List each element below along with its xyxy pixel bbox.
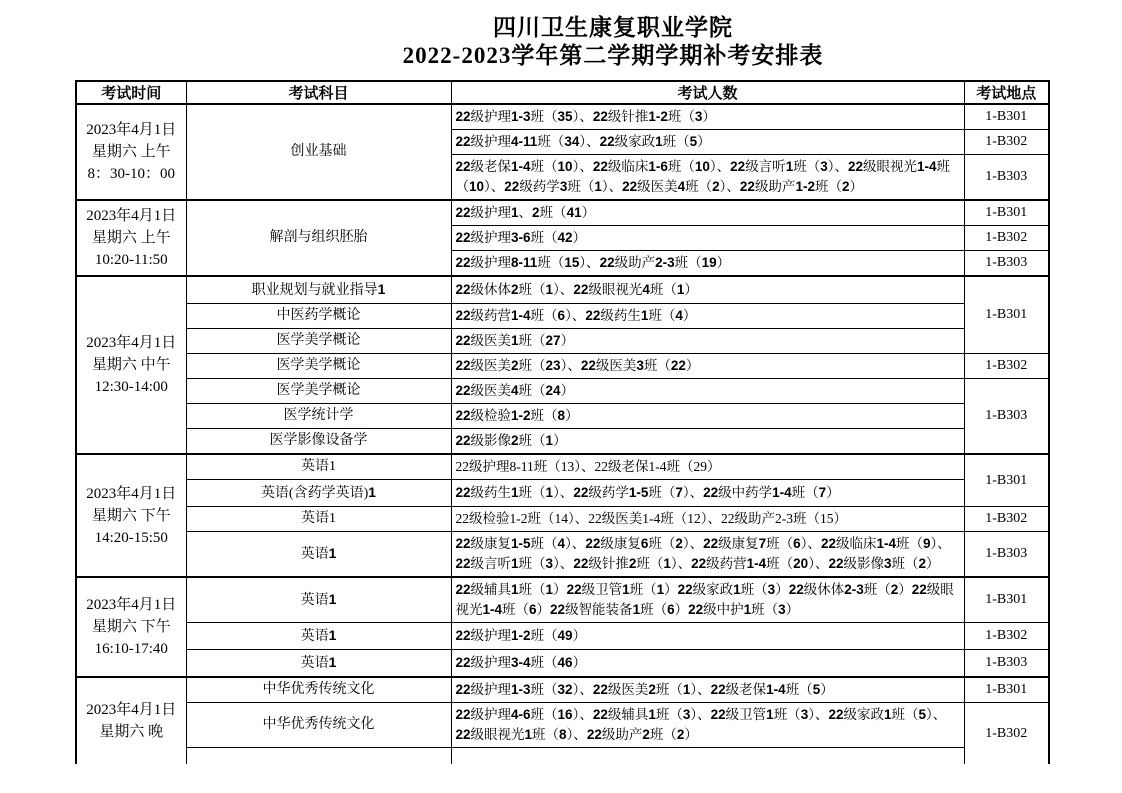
table-row — [76, 577, 1049, 623]
time-cell: 2023年4月1日 星期六 下午 14:20-15:50 — [76, 454, 186, 577]
subject-cell: 中华优秀传统文化 — [186, 677, 451, 703]
location-cell: 1-B303 — [964, 379, 1049, 455]
table-header-row — [76, 81, 1049, 104]
students-cell: 22级医美2班（23）、22级医美3班（22） — [451, 354, 964, 379]
students-cell: 22级检验1-2班（14）、22级医美1-4班（12）、22级助产2-3班（15） — [451, 507, 964, 532]
subject-cell: 医学美学概论 — [186, 329, 451, 354]
location-cell: 1-B301 — [964, 200, 1049, 226]
students-cell: 22级护理8-11班（15）、22级助产2-3班（19） — [451, 251, 964, 277]
subject-cell: 医学美学概论 — [186, 354, 451, 379]
students-cell: 22级护理8-11班（13）、22级老保1-4班（29） — [451, 454, 964, 480]
subject-cell: 解剖与组织胚胎 — [186, 200, 451, 276]
page-title: 四川卫生康复职业学院 — [493, 15, 733, 40]
students-cell: 22级休体2班（1）、22级眼视光4班（1） — [451, 276, 964, 304]
time-cell: 2023年4月1日 星期六 上午 8：30-10：00 — [76, 104, 186, 200]
subject-cell: 英语(含药学英语)1 — [186, 480, 451, 507]
students-cell: 22级护理3-6班（42） — [451, 226, 964, 251]
exam-schedule-table — [75, 80, 1050, 764]
subject-cell: 英语1 — [186, 507, 451, 532]
column-header-exam-location: 考试地点 — [964, 81, 1049, 104]
students-cell: 22级护理4-11班（34）、22级家政1班（5） — [451, 130, 964, 155]
subject-cell: 中医药学概论 — [186, 304, 451, 329]
students-cell: 22级医美4班（24） — [451, 379, 964, 404]
students-cell: 22级检验1-2班（8） — [451, 404, 964, 429]
subject-cell: 英语1 — [186, 577, 451, 623]
page-subtitle: 2022-2023学年第二学期学期补考安排表 — [402, 43, 824, 68]
subject-cell: 创业基础 — [186, 104, 451, 200]
location-cell: 1-B302 — [964, 703, 1049, 765]
location-cell: 1-B302 — [964, 226, 1049, 251]
subject-cell: 医学美学概论 — [186, 379, 451, 404]
subject-cell: 医学统计学 — [186, 404, 451, 429]
subject-cell: 英语1 — [186, 623, 451, 650]
location-cell: 1-B302 — [964, 354, 1049, 379]
column-header-exam-students: 考试人数 — [451, 81, 964, 104]
document-header — [104, 14, 1122, 70]
students-cell: 22级老保1-4班（10）、22级临床1-6班（10）、22级言听1班（3）、22级眼视光1-4班（10）、22级药学3班（1）、22级医美4班（2）、22级助产1-2班（2） — [451, 155, 964, 201]
students-cell: 22级医美1班（27） — [451, 329, 964, 354]
students-cell-cutoff — [451, 748, 964, 765]
students-cell: 22级辅具1班（1）22级卫管1班（1）22级家政1班（3）22级休体2-3班（2）22级眼视光1-4班（6）22级智能装备1班（6）22级中护1班（3） — [451, 577, 964, 623]
table-row — [76, 354, 1049, 379]
column-header-exam-time: 考试时间 — [76, 81, 186, 104]
students-cell: 22级护理1-2班（49） — [451, 623, 964, 650]
subject-cell-cutoff — [186, 748, 451, 765]
time-cell: 2023年4月1日 星期六 中午 12:30-14:00 — [76, 276, 186, 454]
time-cell: 2023年4月1日 星期六 上午 10:20-11:50 — [76, 200, 186, 276]
table-row — [76, 379, 1049, 404]
table-row — [76, 650, 1049, 678]
subject-cell: 医学影像设备学 — [186, 429, 451, 455]
students-cell: 22级康复1-5班（4）、22级康复6班（2）、22级康复7班（6）、22级临床1-4班（9）、22级言听1班（3）、22级针推2班（1）、22级药营1-4班（20）、22级影像3班（2） — [451, 532, 964, 578]
location-cell: 1-B301 — [964, 104, 1049, 130]
subject-cell: 英语1 — [186, 454, 451, 480]
table-row — [76, 532, 1049, 578]
location-cell: 1-B301 — [964, 454, 1049, 507]
location-cell: 1-B302 — [964, 623, 1049, 650]
time-cell: 2023年4月1日 星期六 下午 16:10-17:40 — [76, 577, 186, 677]
students-cell: 22级护理1-3班（32）、22级医美2班（1）、22级老保1-4班（5） — [451, 677, 964, 703]
location-cell: 1-B301 — [964, 276, 1049, 354]
location-cell: 1-B303 — [964, 251, 1049, 277]
table-row — [76, 480, 1049, 507]
location-cell: 1-B303 — [964, 532, 1049, 578]
time-cell: 2023年4月1日 星期六 晚 — [76, 677, 186, 764]
table-row — [76, 329, 1049, 354]
table-row — [76, 703, 1049, 748]
table-row — [76, 104, 1049, 130]
location-cell: 1-B301 — [964, 677, 1049, 703]
table-row — [76, 623, 1049, 650]
students-cell: 22级影像2班（1） — [451, 429, 964, 455]
table-row — [76, 429, 1049, 455]
location-cell: 1-B301 — [964, 577, 1049, 623]
location-cell: 1-B302 — [964, 507, 1049, 532]
subject-cell: 中华优秀传统文化 — [186, 703, 451, 748]
students-cell: 22级护理1-3班（35）、22级针推1-2班（3） — [451, 104, 964, 130]
table-row-cutoff — [76, 748, 1049, 765]
schedule-body — [76, 104, 1049, 764]
students-cell: 22级护理1、2班（41） — [451, 200, 964, 226]
location-cell: 1-B303 — [964, 650, 1049, 678]
table-row — [76, 507, 1049, 532]
subject-cell: 英语1 — [186, 532, 451, 578]
table-row — [76, 276, 1049, 304]
students-cell: 22级药营1-4班（6）、22级药生1班（4） — [451, 304, 964, 329]
table-row — [76, 454, 1049, 480]
students-cell: 22级护理3-4班（46） — [451, 650, 964, 678]
location-cell: 1-B303 — [964, 155, 1049, 201]
location-cell: 1-B302 — [964, 130, 1049, 155]
subject-cell: 职业规划与就业指导1 — [186, 276, 451, 304]
table-row — [76, 677, 1049, 703]
table-row — [76, 304, 1049, 329]
students-cell: 22级护理4-6班（16）、22级辅具1班（3）、22级卫管1班（3）、22级家政1班（5）、22级眼视光1班（8）、22级助产2班（2） — [451, 703, 964, 748]
students-cell: 22级药生1班（1）、22级药学1-5班（7）、22级中药学1-4班（7） — [451, 480, 964, 507]
subject-cell: 英语1 — [186, 650, 451, 678]
column-header-exam-subject: 考试科目 — [186, 81, 451, 104]
table-row — [76, 404, 1049, 429]
table-row — [76, 200, 1049, 226]
